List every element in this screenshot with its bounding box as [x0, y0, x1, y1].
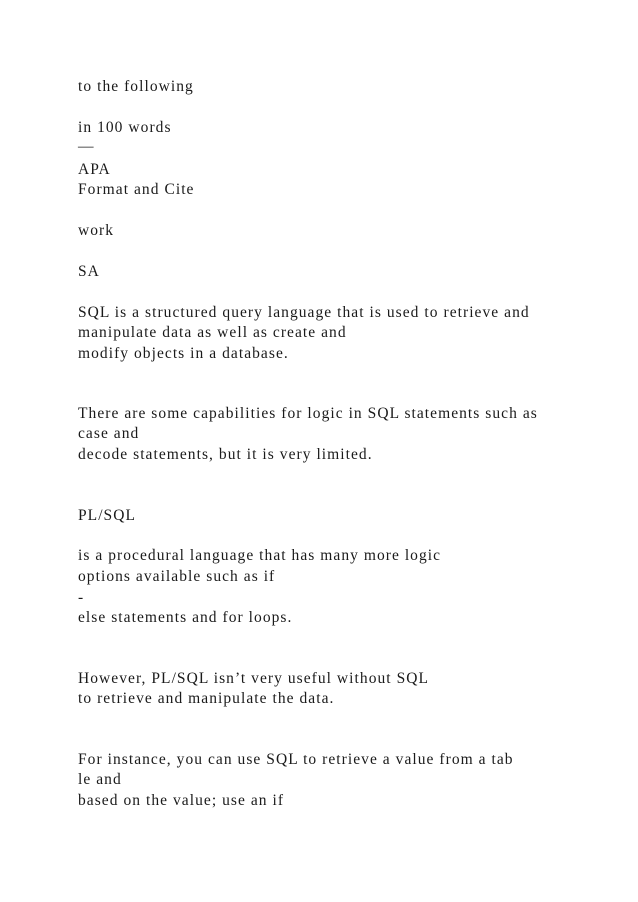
hyphen-line: - [78, 589, 85, 606]
paragraph-line: decode statements, but it is very limited. [78, 446, 373, 463]
paragraph-line: modify objects in a database. [78, 345, 289, 362]
text-line: to the following [78, 78, 194, 95]
text-line: APA [78, 161, 111, 178]
paragraph-line: options available such as if [78, 568, 276, 585]
text-line: in 100 words [78, 119, 172, 136]
paragraph-line: For instance, you can use SQL to retrieve a value from a tab [78, 751, 514, 768]
paragraph-line: However, PL/SQL isn’t very useful without SQL [78, 670, 430, 687]
paragraph-line: le and [78, 771, 122, 788]
paragraph-line: to retrieve and manipulate the data. [78, 690, 335, 707]
text-line: Format and Cite [78, 181, 195, 198]
text-line: SA [78, 263, 100, 280]
paragraph-line: PL/SQL [78, 507, 136, 524]
paragraph-line: case and [78, 425, 140, 442]
paragraph-line: manipulate data as well as create and [78, 324, 347, 341]
paragraph-line: SQL is a structured query language that is used to retrieve and [78, 304, 530, 321]
text-line: work [78, 222, 115, 239]
em-dash-line: — [78, 138, 95, 155]
paragraph-line: There are some capabilities for logic in SQL statements such as [78, 405, 538, 422]
paragraph-line: else statements and for loops. [78, 609, 293, 626]
paragraph-line: based on the value; use an if [78, 792, 285, 809]
paragraph-line: is a procedural language that has many more logic [78, 547, 442, 564]
